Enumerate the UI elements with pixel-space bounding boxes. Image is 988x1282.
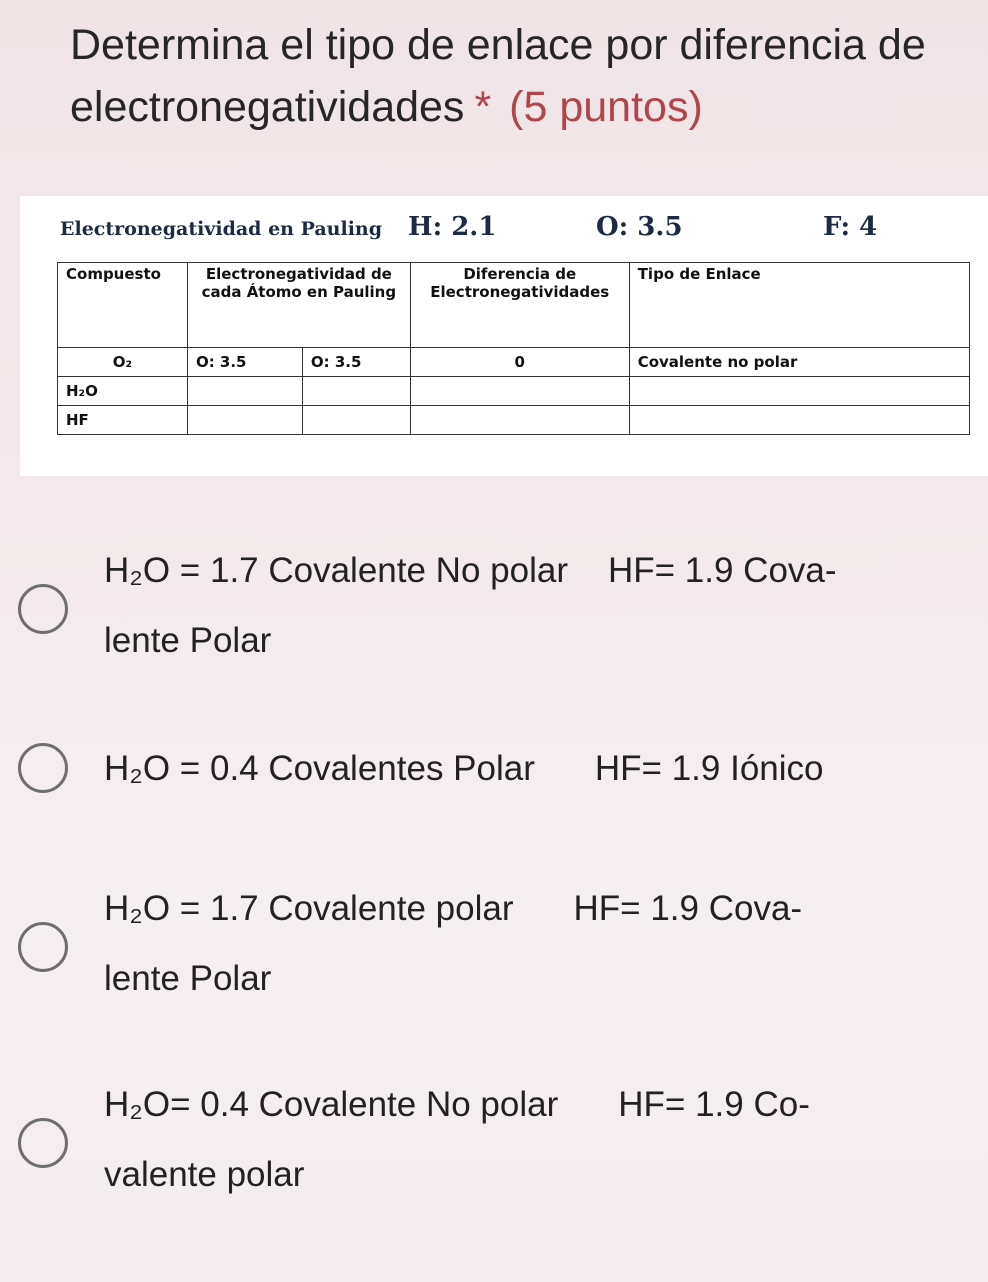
question-image — [20, 196, 988, 476]
cell-compuesto: HF — [58, 406, 188, 435]
legend-title: Electronegatividad en Pauling — [60, 218, 383, 240]
table-row — [58, 348, 970, 377]
option-1-label[interactable] — [104, 536, 964, 676]
question-points: (5 puntos) — [509, 83, 703, 131]
table-header-row — [58, 263, 970, 348]
cell-tipo: Covalente no polar — [629, 348, 969, 377]
cell-diferencia — [410, 377, 629, 406]
option-1-h2o: H₂O = 1.7 Covalente No polar — [104, 551, 568, 590]
cell-compuesto: H₂O — [58, 377, 188, 406]
question-title — [70, 14, 970, 138]
cell-atom1: O: 3.5 — [187, 348, 302, 377]
cell-diferencia — [410, 406, 629, 435]
option-3-h2o: H₂O = 1.7 Covalente polar — [104, 889, 514, 928]
option-1-cont: lente Polar — [104, 621, 272, 660]
option-2-h2o: H₂O = 0.4 Covalentes Polar — [104, 749, 535, 788]
cell-diferencia: 0 — [410, 348, 629, 377]
radio-button-4[interactable] — [18, 1118, 68, 1168]
cell-tipo — [629, 406, 969, 435]
question-text: Determina el tipo de enlace por diferencia de electronegatividades — [70, 21, 926, 131]
header-electronegatividad: Electronegatividad de cada Átomo en Pauling — [187, 263, 410, 348]
radio-button-2[interactable] — [18, 743, 68, 793]
required-asterisk: * — [474, 83, 492, 131]
cell-compuesto: O₂ — [58, 348, 188, 377]
cell-tipo — [629, 377, 969, 406]
cell-atom1 — [187, 406, 302, 435]
cell-atom2: O: 3.5 — [302, 348, 410, 377]
cell-atom1 — [187, 377, 302, 406]
option-3-hf: HF= 1.9 Cova- — [573, 889, 803, 928]
legend-o: O: 3.5 — [596, 212, 683, 242]
table-row — [58, 406, 970, 435]
option-3-label[interactable] — [104, 874, 964, 1014]
legend-f: F: 4 — [823, 212, 878, 242]
electronegativity-legend — [60, 212, 960, 242]
option-2-hf: HF= 1.9 Iónico — [594, 749, 824, 788]
radio-button-3[interactable] — [18, 922, 68, 972]
cell-atom2 — [302, 377, 410, 406]
legend-h: H: 2.1 — [408, 212, 497, 242]
header-compuesto: Compuesto — [58, 263, 188, 348]
electronegativity-table — [57, 262, 970, 435]
option-4-h2o: H₂O= 0.4 Covalente No polar — [104, 1085, 559, 1124]
cell-atom2 — [302, 406, 410, 435]
header-tipo: Tipo de Enlace — [629, 263, 969, 348]
option-4-label[interactable] — [104, 1070, 964, 1210]
radio-button-1[interactable] — [18, 584, 68, 634]
option-2-label[interactable] — [104, 734, 964, 804]
option-1-hf: HF= 1.9 Cova- — [607, 551, 837, 590]
table-row — [58, 377, 970, 406]
option-4-hf: HF= 1.9 Co- — [618, 1085, 810, 1124]
option-4-cont: valente polar — [104, 1155, 305, 1194]
header-diferencia: Diferencia de Electronegatividades — [410, 263, 629, 348]
option-3-cont: lente Polar — [104, 959, 272, 998]
